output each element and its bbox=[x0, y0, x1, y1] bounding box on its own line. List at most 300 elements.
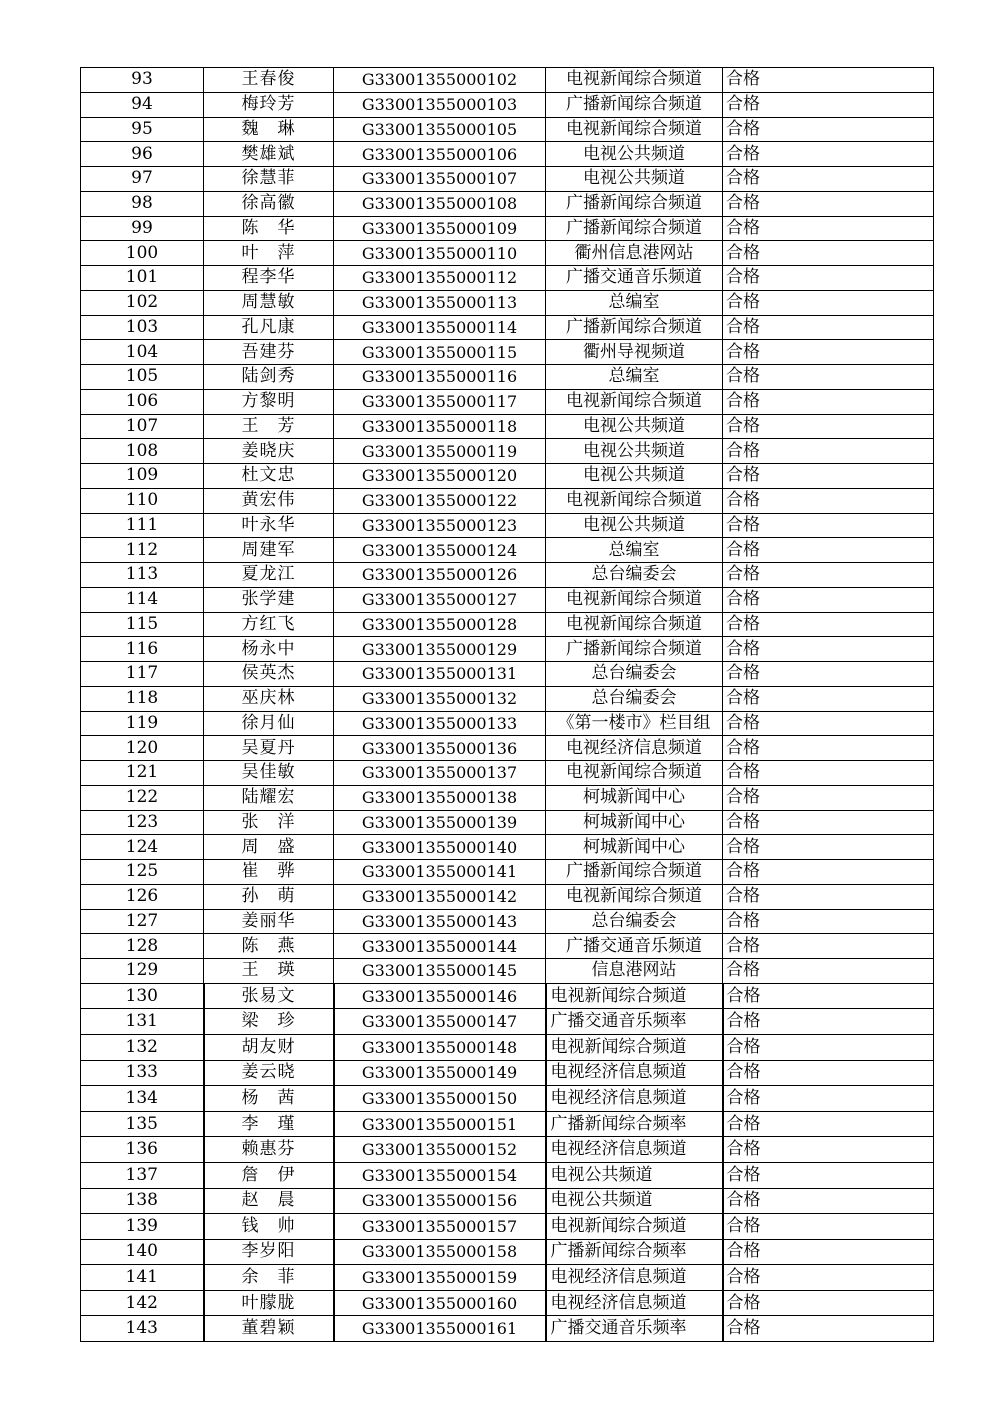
result-cell: 合格 bbox=[723, 1086, 934, 1112]
certificate-id-cell: G33001355000142 bbox=[334, 884, 546, 909]
person-name-cell: 夏龙江 bbox=[204, 563, 334, 588]
table-row bbox=[81, 290, 934, 315]
result-cell: 合格 bbox=[723, 1162, 934, 1188]
row-number-cell: 126 bbox=[81, 884, 204, 909]
person-name-cell: 程李华 bbox=[204, 266, 334, 291]
certificate-id-cell: G33001355000105 bbox=[334, 117, 546, 142]
department-cell: 广播交通音乐频道 bbox=[546, 266, 723, 291]
department-cell: 总台编委会 bbox=[546, 563, 723, 588]
table-row bbox=[81, 216, 934, 241]
table-row bbox=[81, 266, 934, 291]
certificate-id-cell: G33001355000117 bbox=[334, 389, 546, 414]
department-cell: 电视新闻综合频道 bbox=[546, 389, 723, 414]
certificate-id-cell: G33001355000158 bbox=[334, 1239, 546, 1265]
result-cell: 合格 bbox=[723, 711, 934, 736]
table-row bbox=[81, 736, 934, 761]
result-cell: 合格 bbox=[723, 68, 934, 93]
result-cell: 合格 bbox=[723, 365, 934, 390]
certificate-id-cell: G33001355000148 bbox=[334, 1034, 546, 1060]
result-cell: 合格 bbox=[723, 266, 934, 291]
table-row bbox=[81, 1265, 934, 1291]
table-row bbox=[81, 909, 934, 934]
row-number-cell: 94 bbox=[81, 92, 204, 117]
row-number-cell: 108 bbox=[81, 439, 204, 464]
result-cell: 合格 bbox=[723, 761, 934, 786]
row-number-cell: 114 bbox=[81, 587, 204, 612]
result-cell: 合格 bbox=[723, 736, 934, 761]
table-row bbox=[81, 983, 934, 1009]
certificate-id-cell: G33001355000112 bbox=[334, 266, 546, 291]
certificate-id-cell: G33001355000114 bbox=[334, 315, 546, 340]
result-cell: 合格 bbox=[723, 167, 934, 192]
result-cell: 合格 bbox=[723, 686, 934, 711]
certificate-id-cell: G33001355000140 bbox=[334, 835, 546, 860]
table-row bbox=[81, 389, 934, 414]
department-cell: 电视经济信息频道 bbox=[546, 1086, 723, 1112]
department-cell: 信息港网站 bbox=[546, 959, 723, 984]
certificate-id-cell: G33001355000107 bbox=[334, 167, 546, 192]
table-row bbox=[81, 612, 934, 637]
certificate-id-cell: G33001355000156 bbox=[334, 1188, 546, 1214]
department-cell: 电视经济信息频道 bbox=[546, 1290, 723, 1316]
certificate-id-cell: G33001355000131 bbox=[334, 662, 546, 687]
certificate-id-cell: G33001355000109 bbox=[334, 216, 546, 241]
result-cell: 合格 bbox=[723, 934, 934, 959]
row-number-cell: 125 bbox=[81, 860, 204, 885]
department-cell: 广播新闻综合频率 bbox=[546, 1239, 723, 1265]
table-row bbox=[81, 637, 934, 662]
table-row bbox=[81, 191, 934, 216]
certificate-id-cell: G33001355000152 bbox=[334, 1137, 546, 1163]
row-number-cell: 131 bbox=[81, 1009, 204, 1035]
result-cell: 合格 bbox=[723, 1060, 934, 1086]
result-cell: 合格 bbox=[723, 315, 934, 340]
department-cell: 柯城新闻中心 bbox=[546, 835, 723, 860]
department-cell: 电视新闻综合频道 bbox=[546, 1034, 723, 1060]
table-row bbox=[81, 563, 934, 588]
person-name-cell: 周慧敏 bbox=[204, 290, 334, 315]
table-row bbox=[81, 761, 934, 786]
person-name-cell: 吾建芬 bbox=[204, 340, 334, 365]
row-number-cell: 127 bbox=[81, 909, 204, 934]
department-cell: 电视公共频道 bbox=[546, 1188, 723, 1214]
person-name-cell: 赖惠芬 bbox=[204, 1137, 334, 1163]
table-row bbox=[81, 1060, 934, 1086]
certificate-id-cell: G33001355000139 bbox=[334, 810, 546, 835]
row-number-cell: 98 bbox=[81, 191, 204, 216]
row-number-cell: 119 bbox=[81, 711, 204, 736]
certificate-id-cell: G33001355000123 bbox=[334, 513, 546, 538]
table-row bbox=[81, 241, 934, 266]
row-number-cell: 100 bbox=[81, 241, 204, 266]
result-cell: 合格 bbox=[723, 92, 934, 117]
department-cell: 广播交通音乐频率 bbox=[546, 1316, 723, 1342]
department-cell: 电视公共频道 bbox=[546, 142, 723, 167]
row-number-cell: 99 bbox=[81, 216, 204, 241]
person-name-cell: 姜云晓 bbox=[204, 1060, 334, 1086]
certificate-id-cell: G33001355000154 bbox=[334, 1162, 546, 1188]
row-number-cell: 122 bbox=[81, 785, 204, 810]
row-number-cell: 137 bbox=[81, 1162, 204, 1188]
certificate-id-cell: G33001355000113 bbox=[334, 290, 546, 315]
result-cell: 合格 bbox=[723, 1111, 934, 1137]
roster-table bbox=[80, 67, 934, 1342]
person-name-cell: 杜文忠 bbox=[204, 464, 334, 489]
result-cell: 合格 bbox=[723, 439, 934, 464]
department-cell: 广播新闻综合频率 bbox=[546, 1111, 723, 1137]
certificate-id-cell: G33001355000143 bbox=[334, 909, 546, 934]
person-name-cell: 魏 琳 bbox=[204, 117, 334, 142]
result-cell: 合格 bbox=[723, 860, 934, 885]
result-cell: 合格 bbox=[723, 909, 934, 934]
row-number-cell: 116 bbox=[81, 637, 204, 662]
department-cell: 电视公共频道 bbox=[546, 439, 723, 464]
person-name-cell: 侯英杰 bbox=[204, 662, 334, 687]
row-number-cell: 130 bbox=[81, 983, 204, 1009]
table-row bbox=[81, 365, 934, 390]
certificate-id-cell: G33001355000122 bbox=[334, 488, 546, 513]
department-cell: 电视公共频道 bbox=[546, 167, 723, 192]
department-cell: 电视新闻综合频道 bbox=[546, 117, 723, 142]
certificate-id-cell: G33001355000108 bbox=[334, 191, 546, 216]
row-number-cell: 111 bbox=[81, 513, 204, 538]
table-row bbox=[81, 68, 934, 93]
result-cell: 合格 bbox=[723, 959, 934, 984]
table-row bbox=[81, 785, 934, 810]
person-name-cell: 张易文 bbox=[204, 983, 334, 1009]
person-name-cell: 胡友财 bbox=[204, 1034, 334, 1060]
certificate-id-cell: G33001355000136 bbox=[334, 736, 546, 761]
person-name-cell: 周建军 bbox=[204, 538, 334, 563]
department-cell: 电视公共频道 bbox=[546, 513, 723, 538]
table-row bbox=[81, 1162, 934, 1188]
result-cell: 合格 bbox=[723, 587, 934, 612]
result-cell: 合格 bbox=[723, 983, 934, 1009]
department-cell: 广播交通音乐频道 bbox=[546, 934, 723, 959]
person-name-cell: 杨 茜 bbox=[204, 1086, 334, 1112]
certificate-id-cell: G33001355000150 bbox=[334, 1086, 546, 1112]
row-number-cell: 95 bbox=[81, 117, 204, 142]
table-row bbox=[81, 711, 934, 736]
table-row bbox=[81, 117, 934, 142]
person-name-cell: 王 芳 bbox=[204, 414, 334, 439]
certificate-id-cell: G33001355000127 bbox=[334, 587, 546, 612]
table-row bbox=[81, 142, 934, 167]
result-cell: 合格 bbox=[723, 1290, 934, 1316]
department-cell: 电视经济信息频道 bbox=[546, 736, 723, 761]
row-number-cell: 112 bbox=[81, 538, 204, 563]
certificate-id-cell: G33001355000159 bbox=[334, 1265, 546, 1291]
certificate-id-cell: G33001355000160 bbox=[334, 1290, 546, 1316]
table-row bbox=[81, 1137, 934, 1163]
department-cell: 电视新闻综合频道 bbox=[546, 587, 723, 612]
table-row bbox=[81, 1111, 934, 1137]
person-name-cell: 叶永华 bbox=[204, 513, 334, 538]
table-row bbox=[81, 587, 934, 612]
certificate-id-cell: G33001355000118 bbox=[334, 414, 546, 439]
person-name-cell: 董碧颖 bbox=[204, 1316, 334, 1342]
department-cell: 柯城新闻中心 bbox=[546, 810, 723, 835]
person-name-cell: 吴夏丹 bbox=[204, 736, 334, 761]
certificate-id-cell: G33001355000149 bbox=[334, 1060, 546, 1086]
certificate-id-cell: G33001355000102 bbox=[334, 68, 546, 93]
row-number-cell: 138 bbox=[81, 1188, 204, 1214]
table-row bbox=[81, 1239, 934, 1265]
certificate-id-cell: G33001355000115 bbox=[334, 340, 546, 365]
department-cell: 电视新闻综合频道 bbox=[546, 983, 723, 1009]
person-name-cell: 钱 帅 bbox=[204, 1214, 334, 1240]
person-name-cell: 巫庆林 bbox=[204, 686, 334, 711]
result-cell: 合格 bbox=[723, 1265, 934, 1291]
table-row bbox=[81, 1316, 934, 1342]
person-name-cell: 孔凡康 bbox=[204, 315, 334, 340]
table-row bbox=[81, 1086, 934, 1112]
person-name-cell: 崔 骅 bbox=[204, 860, 334, 885]
department-cell: 广播新闻综合频道 bbox=[546, 315, 723, 340]
certificate-id-cell: G33001355000145 bbox=[334, 959, 546, 984]
certificate-id-cell: G33001355000110 bbox=[334, 241, 546, 266]
result-cell: 合格 bbox=[723, 142, 934, 167]
certificate-id-cell: G33001355000157 bbox=[334, 1214, 546, 1240]
department-cell: 衢州信息港网站 bbox=[546, 241, 723, 266]
person-name-cell: 梅玲芳 bbox=[204, 92, 334, 117]
person-name-cell: 姜晓庆 bbox=[204, 439, 334, 464]
row-number-cell: 143 bbox=[81, 1316, 204, 1342]
table-row bbox=[81, 934, 934, 959]
result-cell: 合格 bbox=[723, 785, 934, 810]
row-number-cell: 93 bbox=[81, 68, 204, 93]
result-cell: 合格 bbox=[723, 1137, 934, 1163]
person-name-cell: 方红飞 bbox=[204, 612, 334, 637]
department-cell: 总编室 bbox=[546, 365, 723, 390]
row-number-cell: 128 bbox=[81, 934, 204, 959]
result-cell: 合格 bbox=[723, 191, 934, 216]
table-row bbox=[81, 464, 934, 489]
certificate-id-cell: G33001355000151 bbox=[334, 1111, 546, 1137]
result-cell: 合格 bbox=[723, 414, 934, 439]
certificate-id-cell: G33001355000141 bbox=[334, 860, 546, 885]
person-name-cell: 吴佳敏 bbox=[204, 761, 334, 786]
table-row bbox=[81, 167, 934, 192]
person-name-cell: 徐月仙 bbox=[204, 711, 334, 736]
row-number-cell: 106 bbox=[81, 389, 204, 414]
row-number-cell: 129 bbox=[81, 959, 204, 984]
result-cell: 合格 bbox=[723, 1009, 934, 1035]
person-name-cell: 姜丽华 bbox=[204, 909, 334, 934]
person-name-cell: 梁 珍 bbox=[204, 1009, 334, 1035]
person-name-cell: 李 瑾 bbox=[204, 1111, 334, 1137]
department-cell: 总台编委会 bbox=[546, 686, 723, 711]
department-cell: 总编室 bbox=[546, 538, 723, 563]
row-number-cell: 136 bbox=[81, 1137, 204, 1163]
person-name-cell: 张学建 bbox=[204, 587, 334, 612]
result-cell: 合格 bbox=[723, 1316, 934, 1342]
result-cell: 合格 bbox=[723, 340, 934, 365]
row-number-cell: 113 bbox=[81, 563, 204, 588]
table-row bbox=[81, 860, 934, 885]
certificate-id-cell: G33001355000138 bbox=[334, 785, 546, 810]
department-cell: 广播新闻综合频道 bbox=[546, 191, 723, 216]
result-cell: 合格 bbox=[723, 513, 934, 538]
result-cell: 合格 bbox=[723, 1214, 934, 1240]
certificate-id-cell: G33001355000106 bbox=[334, 142, 546, 167]
result-cell: 合格 bbox=[723, 1188, 934, 1214]
certificate-id-cell: G33001355000116 bbox=[334, 365, 546, 390]
person-name-cell: 黄宏伟 bbox=[204, 488, 334, 513]
row-number-cell: 107 bbox=[81, 414, 204, 439]
table-row bbox=[81, 1188, 934, 1214]
department-cell: 广播新闻综合频道 bbox=[546, 637, 723, 662]
certificate-id-cell: G33001355000119 bbox=[334, 439, 546, 464]
result-cell: 合格 bbox=[723, 488, 934, 513]
row-number-cell: 142 bbox=[81, 1290, 204, 1316]
department-cell: 电视公共频道 bbox=[546, 1162, 723, 1188]
department-cell: 总编室 bbox=[546, 290, 723, 315]
row-number-cell: 117 bbox=[81, 662, 204, 687]
certificate-id-cell: G33001355000146 bbox=[334, 983, 546, 1009]
person-name-cell: 张 洋 bbox=[204, 810, 334, 835]
result-cell: 合格 bbox=[723, 810, 934, 835]
result-cell: 合格 bbox=[723, 563, 934, 588]
table-row bbox=[81, 513, 934, 538]
table-row bbox=[81, 92, 934, 117]
result-cell: 合格 bbox=[723, 1034, 934, 1060]
person-name-cell: 陈 燕 bbox=[204, 934, 334, 959]
certificate-id-cell: G33001355000144 bbox=[334, 934, 546, 959]
certificate-id-cell: G33001355000124 bbox=[334, 538, 546, 563]
table-row bbox=[81, 315, 934, 340]
person-name-cell: 叶朦胧 bbox=[204, 1290, 334, 1316]
row-number-cell: 133 bbox=[81, 1060, 204, 1086]
person-name-cell: 陈 华 bbox=[204, 216, 334, 241]
person-name-cell: 周 盛 bbox=[204, 835, 334, 860]
department-cell: 广播新闻综合频道 bbox=[546, 860, 723, 885]
person-name-cell: 徐高徽 bbox=[204, 191, 334, 216]
row-number-cell: 123 bbox=[81, 810, 204, 835]
person-name-cell: 方黎明 bbox=[204, 389, 334, 414]
row-number-cell: 97 bbox=[81, 167, 204, 192]
certificate-id-cell: G33001355000161 bbox=[334, 1316, 546, 1342]
result-cell: 合格 bbox=[723, 216, 934, 241]
row-number-cell: 124 bbox=[81, 835, 204, 860]
result-cell: 合格 bbox=[723, 290, 934, 315]
row-number-cell: 103 bbox=[81, 315, 204, 340]
department-cell: 电视经济信息频道 bbox=[546, 1060, 723, 1086]
row-number-cell: 139 bbox=[81, 1214, 204, 1240]
table-row bbox=[81, 1290, 934, 1316]
department-cell: 电视新闻综合频道 bbox=[546, 488, 723, 513]
row-number-cell: 105 bbox=[81, 365, 204, 390]
department-cell: 电视公共频道 bbox=[546, 464, 723, 489]
certificate-id-cell: G33001355000120 bbox=[334, 464, 546, 489]
row-number-cell: 96 bbox=[81, 142, 204, 167]
result-cell: 合格 bbox=[723, 241, 934, 266]
table-row bbox=[81, 1034, 934, 1060]
certificate-id-cell: G33001355000147 bbox=[334, 1009, 546, 1035]
row-number-cell: 109 bbox=[81, 464, 204, 489]
department-cell: 衢州导视频道 bbox=[546, 340, 723, 365]
department-cell: 电视新闻综合频道 bbox=[546, 1214, 723, 1240]
table-row bbox=[81, 439, 934, 464]
certificate-id-cell: G33001355000132 bbox=[334, 686, 546, 711]
person-name-cell: 詹 伊 bbox=[204, 1162, 334, 1188]
department-cell: 总台编委会 bbox=[546, 662, 723, 687]
person-name-cell: 王春俊 bbox=[204, 68, 334, 93]
row-number-cell: 104 bbox=[81, 340, 204, 365]
department-cell: 广播交通音乐频率 bbox=[546, 1009, 723, 1035]
person-name-cell: 王 瑛 bbox=[204, 959, 334, 984]
table-row bbox=[81, 414, 934, 439]
certificate-id-cell: G33001355000129 bbox=[334, 637, 546, 662]
row-number-cell: 115 bbox=[81, 612, 204, 637]
person-name-cell: 赵 晨 bbox=[204, 1188, 334, 1214]
certificate-id-cell: G33001355000133 bbox=[334, 711, 546, 736]
table-row bbox=[81, 1009, 934, 1035]
row-number-cell: 132 bbox=[81, 1034, 204, 1060]
department-cell: 电视新闻综合频道 bbox=[546, 68, 723, 93]
row-number-cell: 102 bbox=[81, 290, 204, 315]
table-row bbox=[81, 538, 934, 563]
person-name-cell: 叶 萍 bbox=[204, 241, 334, 266]
row-number-cell: 110 bbox=[81, 488, 204, 513]
result-cell: 合格 bbox=[723, 389, 934, 414]
result-cell: 合格 bbox=[723, 835, 934, 860]
department-cell: 电视经济信息频道 bbox=[546, 1137, 723, 1163]
table-row bbox=[81, 488, 934, 513]
row-number-cell: 120 bbox=[81, 736, 204, 761]
table-row bbox=[81, 340, 934, 365]
department-cell: 电视公共频道 bbox=[546, 414, 723, 439]
department-cell: 电视新闻综合频道 bbox=[546, 612, 723, 637]
person-name-cell: 孙 萌 bbox=[204, 884, 334, 909]
table-row bbox=[81, 1214, 934, 1240]
table-row bbox=[81, 662, 934, 687]
result-cell: 合格 bbox=[723, 464, 934, 489]
certificate-id-cell: G33001355000103 bbox=[334, 92, 546, 117]
row-number-cell: 134 bbox=[81, 1086, 204, 1112]
person-name-cell: 陆剑秀 bbox=[204, 365, 334, 390]
department-cell: 电视经济信息频道 bbox=[546, 1265, 723, 1291]
table-row bbox=[81, 686, 934, 711]
department-cell: 广播新闻综合频道 bbox=[546, 216, 723, 241]
person-name-cell: 徐慧菲 bbox=[204, 167, 334, 192]
row-number-cell: 101 bbox=[81, 266, 204, 291]
row-number-cell: 135 bbox=[81, 1111, 204, 1137]
row-number-cell: 140 bbox=[81, 1239, 204, 1265]
result-cell: 合格 bbox=[723, 538, 934, 563]
person-name-cell: 樊雄斌 bbox=[204, 142, 334, 167]
result-cell: 合格 bbox=[723, 612, 934, 637]
table-row bbox=[81, 810, 934, 835]
certificate-id-cell: G33001355000126 bbox=[334, 563, 546, 588]
department-cell: 广播新闻综合频道 bbox=[546, 92, 723, 117]
roster-table-body bbox=[81, 68, 934, 1342]
certificate-id-cell: G33001355000137 bbox=[334, 761, 546, 786]
person-name-cell: 杨永中 bbox=[204, 637, 334, 662]
result-cell: 合格 bbox=[723, 884, 934, 909]
table-row bbox=[81, 959, 934, 984]
department-cell: 总台编委会 bbox=[546, 909, 723, 934]
table-row bbox=[81, 835, 934, 860]
row-number-cell: 118 bbox=[81, 686, 204, 711]
person-name-cell: 李岁阳 bbox=[204, 1239, 334, 1265]
department-cell: 电视新闻综合频道 bbox=[546, 884, 723, 909]
result-cell: 合格 bbox=[723, 637, 934, 662]
person-name-cell: 余 菲 bbox=[204, 1265, 334, 1291]
department-cell: 柯城新闻中心 bbox=[546, 785, 723, 810]
table-row bbox=[81, 884, 934, 909]
row-number-cell: 121 bbox=[81, 761, 204, 786]
